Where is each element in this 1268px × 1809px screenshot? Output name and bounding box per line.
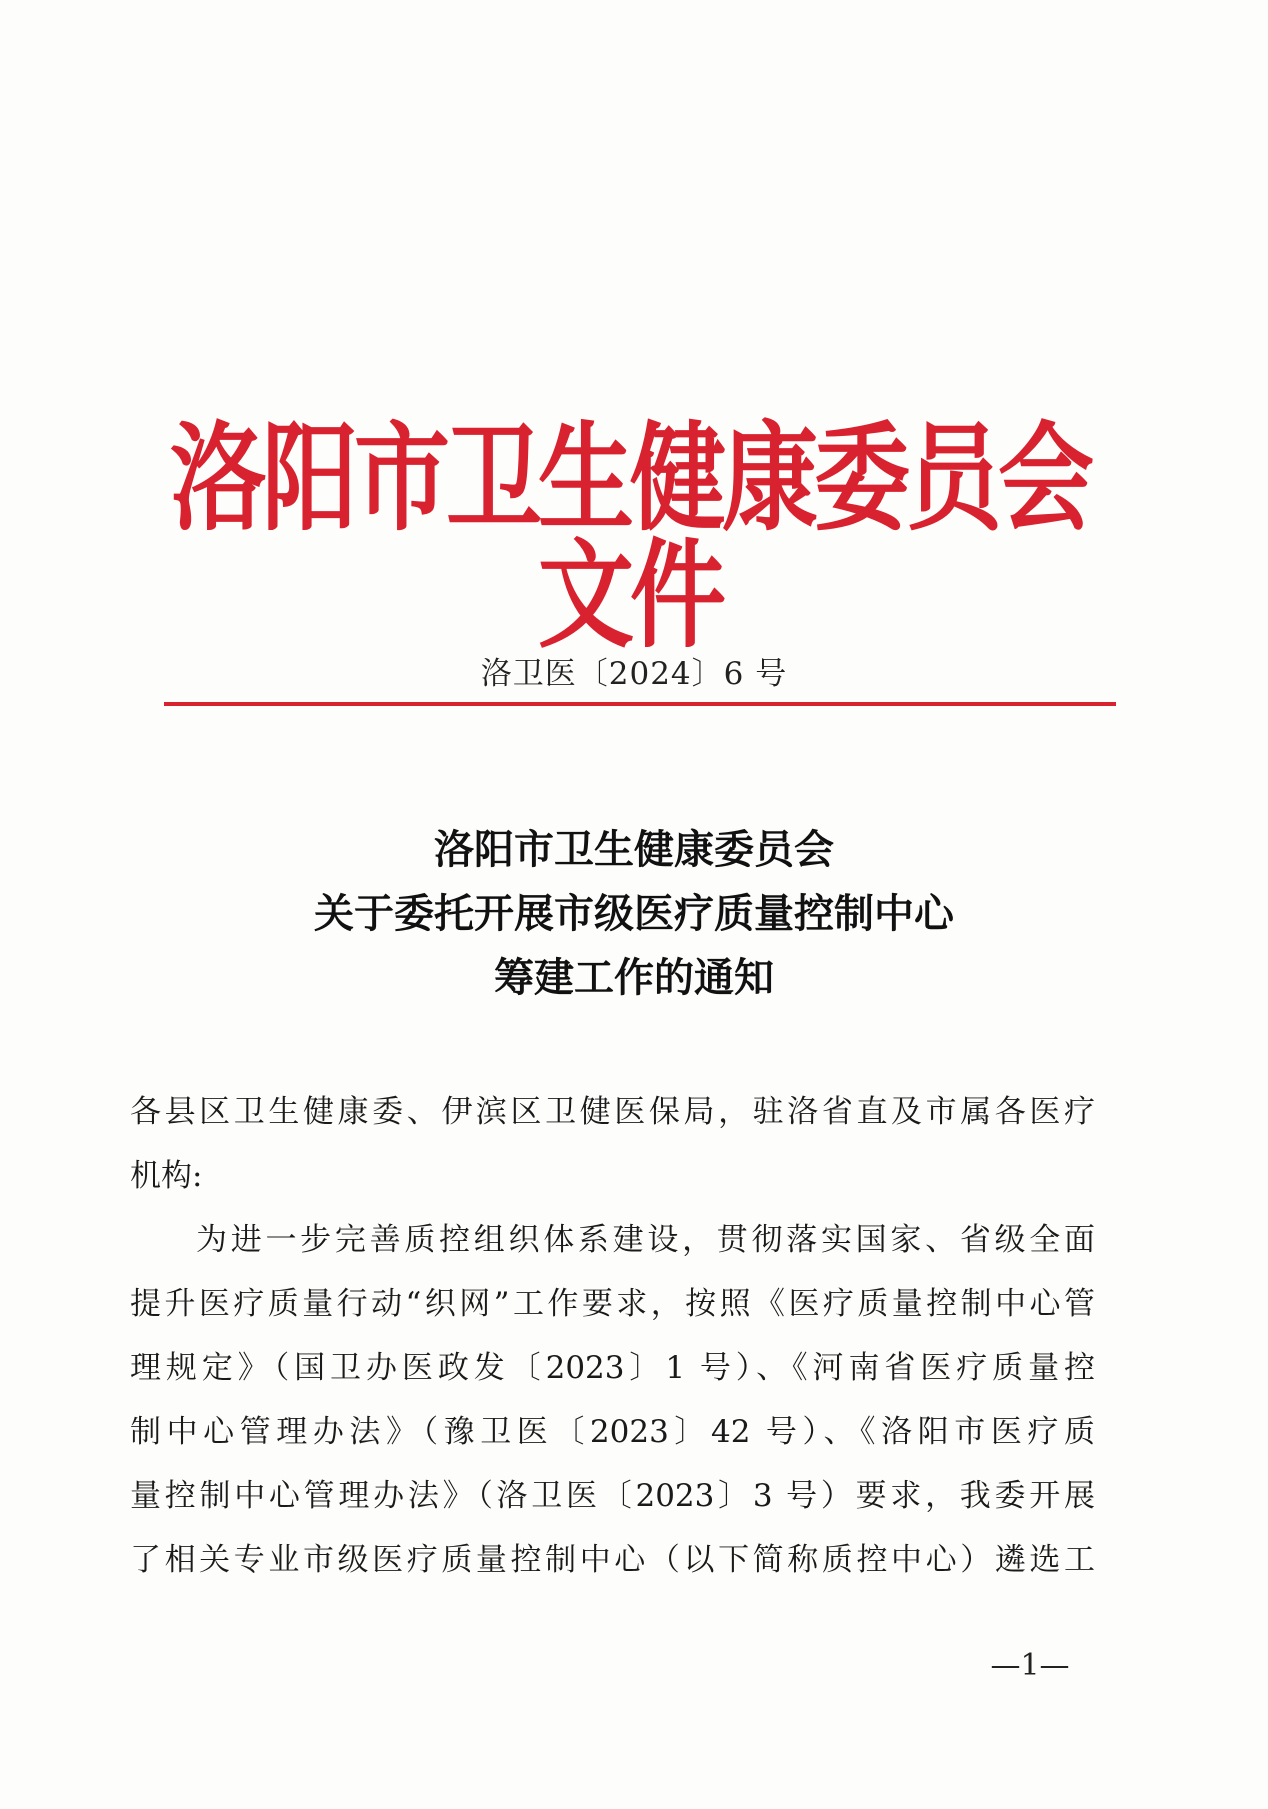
paragraph-line: 提升医疗质量行动“织网”工作要求，按照《医疗质量控制中心管	[130, 1286, 1095, 1322]
page-number: —1—	[990, 1648, 1070, 1683]
red-divider-rule	[164, 702, 1116, 706]
paragraph-line: 量控制中心管理办法》（洛卫医〔2023〕3 号）要求，我委开展	[130, 1478, 1095, 1514]
addressee-line: 各县区卫生健康委、伊滨区卫健医保局，驻洛省直及市属各医疗	[130, 1094, 1095, 1130]
paragraph-line: 为进一步完善质控组织体系建设，贯彻落实国家、省级全面	[196, 1222, 1095, 1258]
addressee-line: 机构:	[130, 1158, 203, 1194]
paragraph-line: 理规定》（国卫办医政发〔2023〕1 号）、《河南省医疗质量控	[130, 1350, 1095, 1386]
title-line: 关于委托开展市级医疗质量控制中心	[314, 890, 954, 937]
paragraph-line: 制中心管理办法》（豫卫医〔2023〕42 号）、《洛阳市医疗质	[130, 1414, 1095, 1450]
document-number: 洛卫医〔2024〕6 号	[480, 656, 788, 692]
body-text	[130, 1080, 1095, 1592]
title-line: 筹建工作的通知	[494, 954, 774, 1001]
paragraph-line: 了相关专业市级医疗质量控制中心（以下简称质控中心）遴选工	[130, 1542, 1095, 1578]
title-line: 洛阳市卫生健康委员会	[434, 826, 834, 873]
masthead-title: 洛阳市卫生健康委员会文件	[170, 410, 1090, 664]
notice-title	[0, 818, 1268, 1010]
